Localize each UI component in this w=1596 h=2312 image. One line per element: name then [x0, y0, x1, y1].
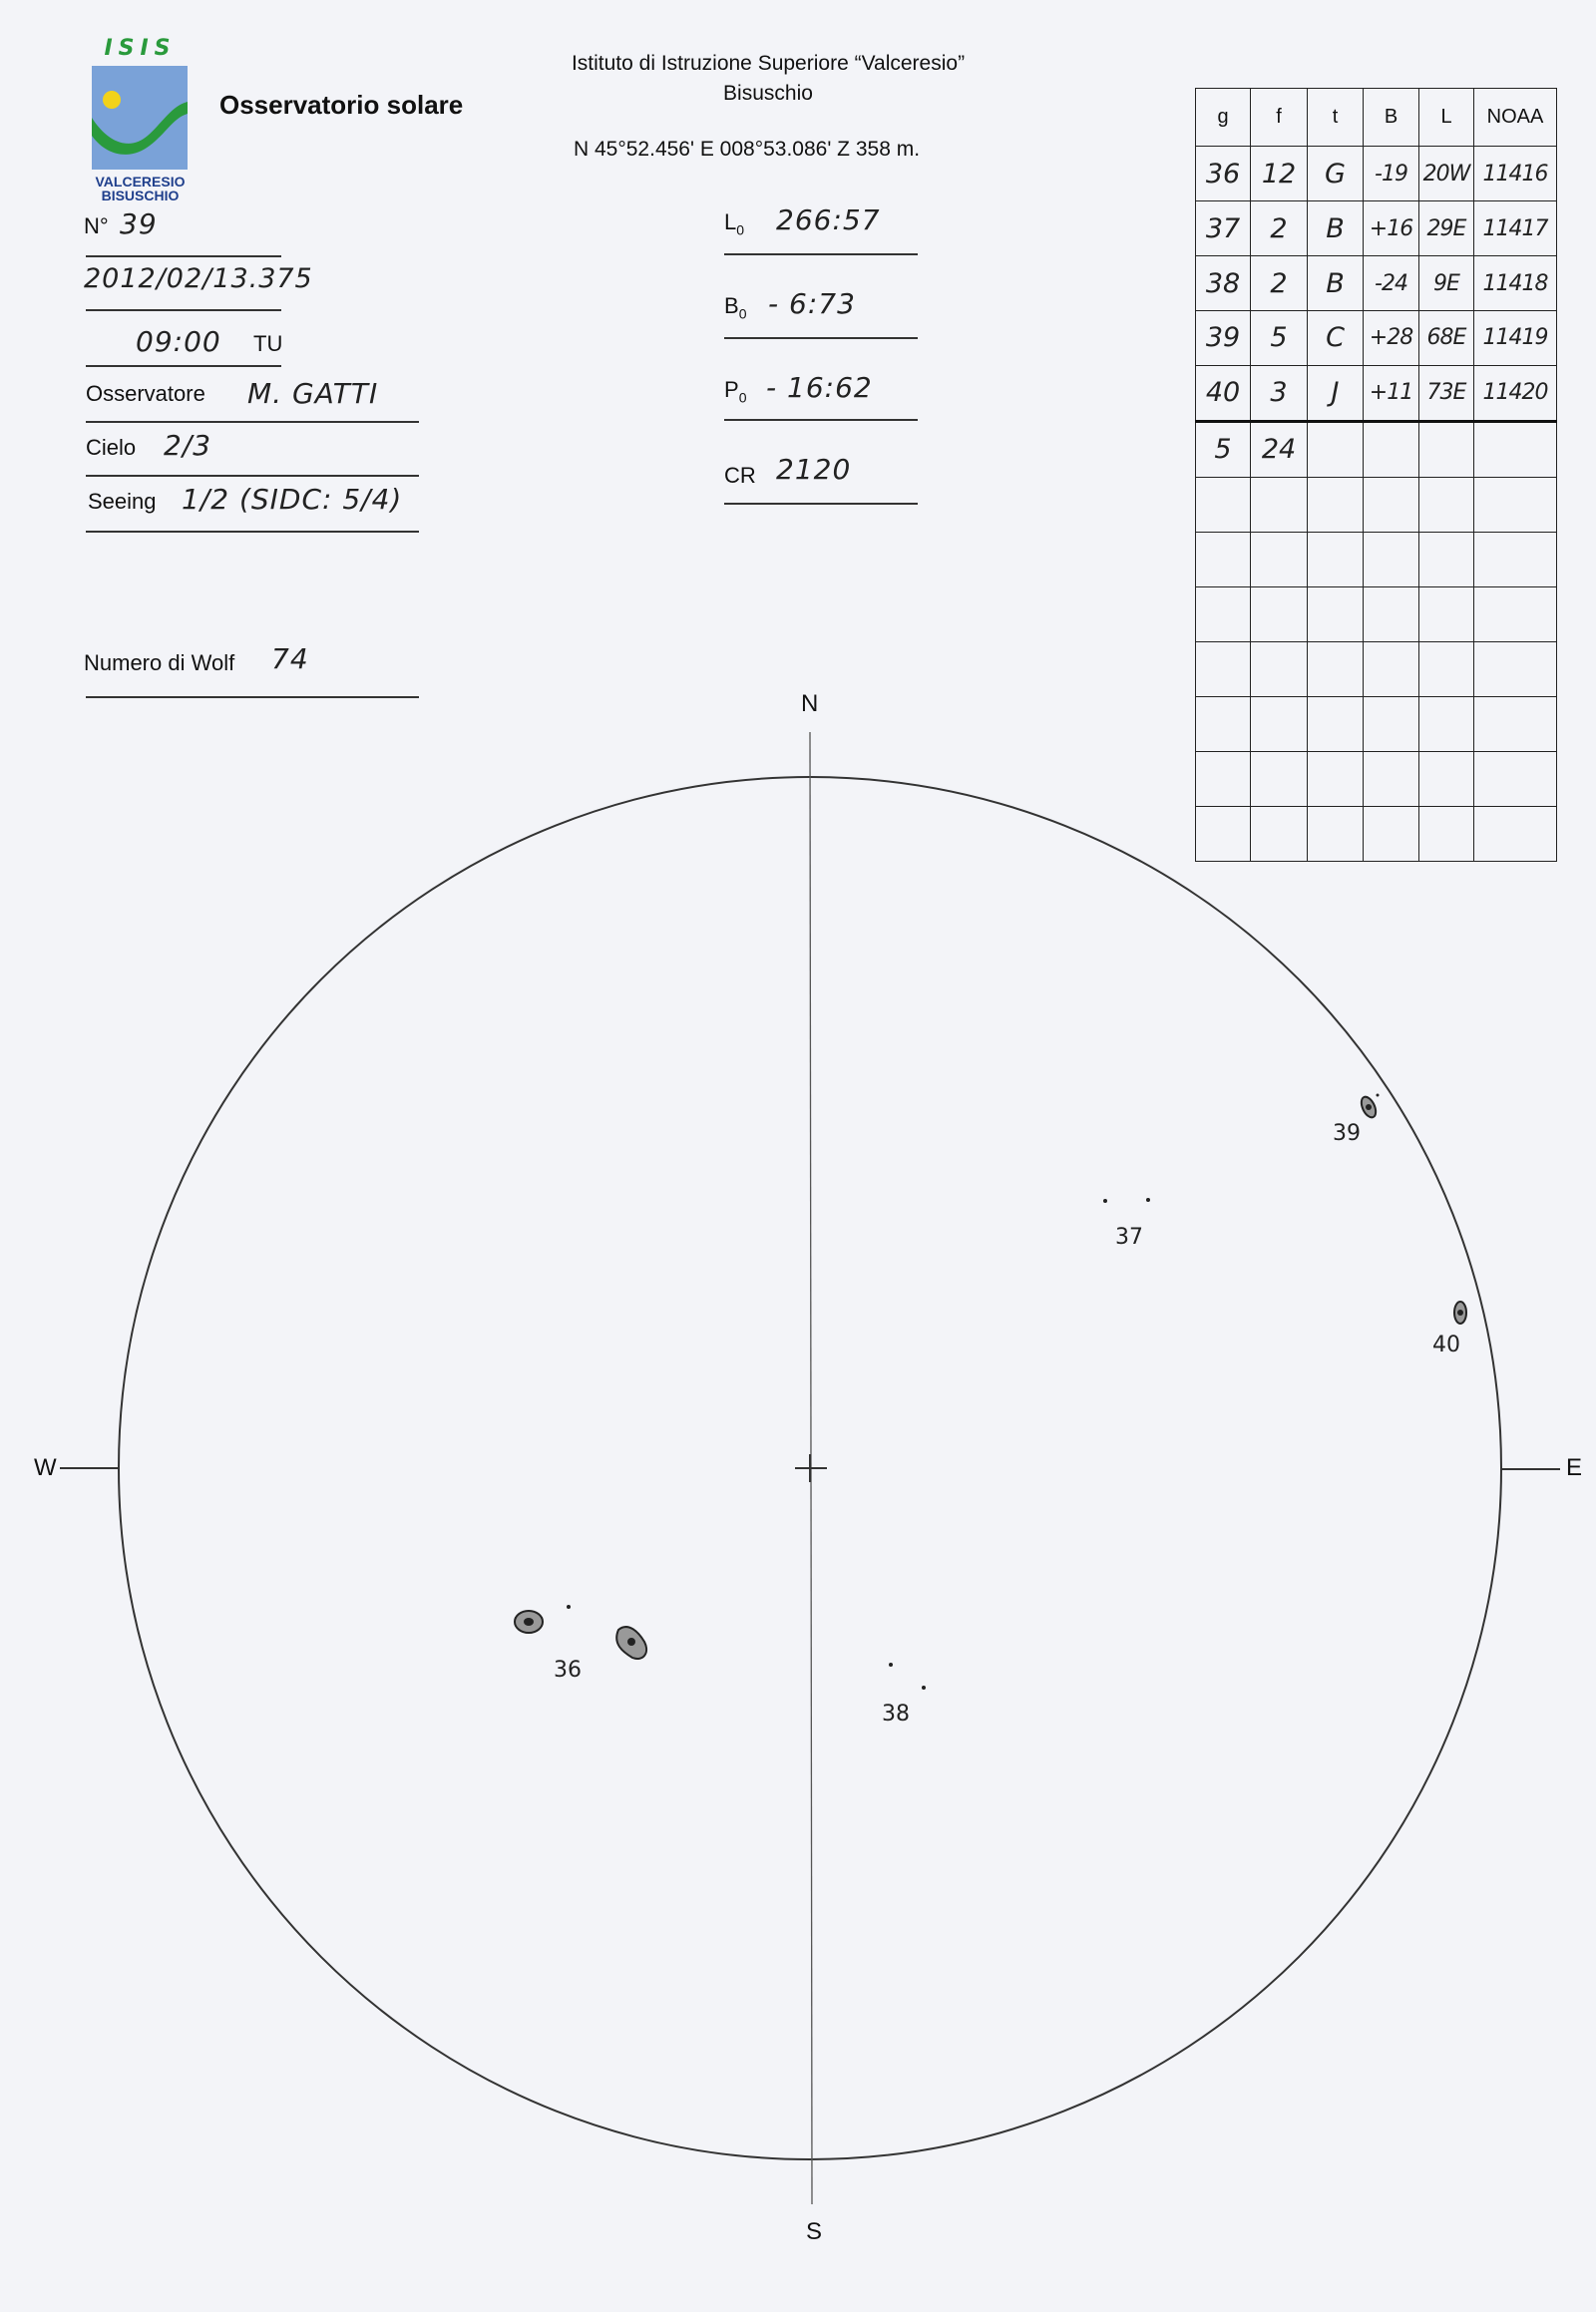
- group-label-39: 39: [1333, 1121, 1361, 1146]
- south-label: S: [806, 2218, 823, 2245]
- p0-subscript: 0: [738, 389, 747, 406]
- b0-letter: B: [724, 293, 739, 318]
- number-label: N°: [84, 213, 109, 238]
- observatory-title: Osservatorio solare: [219, 90, 464, 120]
- wolf-number-value: 74: [271, 642, 309, 675]
- l0-value: 266:57: [776, 203, 881, 236]
- cell-t: C: [1308, 311, 1364, 366]
- logo-subtitle-1: VALCERESIO: [95, 174, 186, 190]
- cell-f: 2: [1251, 256, 1308, 311]
- east-label: E: [1566, 1454, 1583, 1481]
- observatory-coordinates: N 45°52.456' E 008°53.086' Z 358 m.: [574, 138, 921, 161]
- cell-t: J: [1308, 365, 1364, 421]
- date-value: 2012/02/13.375: [84, 263, 313, 294]
- cell-l: 73E: [1419, 365, 1474, 421]
- cell-t: B: [1308, 201, 1364, 256]
- cell-f: 2: [1251, 201, 1308, 256]
- group-label-36: 36: [554, 1658, 582, 1683]
- header-t: t: [1308, 89, 1364, 147]
- p0-letter: P: [724, 377, 739, 402]
- cell-b: +28: [1364, 311, 1419, 366]
- cell-noaa: 11418: [1474, 256, 1557, 311]
- cell-l: 20W: [1419, 147, 1474, 201]
- l0-letter: L: [724, 209, 737, 234]
- sunspot-group-39: [1359, 1094, 1380, 1120]
- sunspot-group-37: [1103, 1198, 1150, 1203]
- cell-b: +16: [1364, 201, 1419, 256]
- cell-f: 5: [1251, 311, 1308, 366]
- logo-subtitle-2: BISUSCHIO: [101, 188, 180, 203]
- sky-value: 2/3: [164, 429, 212, 462]
- sunspot-group-40: [1454, 1302, 1466, 1324]
- b0-value: - 6:73: [768, 287, 856, 320]
- cell-b: -19: [1364, 147, 1419, 201]
- header-b: B: [1364, 89, 1419, 147]
- cell-g: 36: [1196, 147, 1251, 201]
- header-g: g: [1196, 89, 1251, 147]
- observer-label: Osservatore: [86, 381, 205, 406]
- group-label-40: 40: [1432, 1333, 1460, 1357]
- header-noaa: NOAA: [1474, 89, 1557, 147]
- cell-noaa: 11420: [1474, 365, 1557, 421]
- institute-name: Istituto di Istruzione Superiore “Valceresio”: [571, 52, 966, 75]
- cr-value: 2120: [776, 453, 852, 486]
- time-unit: TU: [253, 331, 283, 356]
- p0-value: - 16:62: [766, 371, 873, 404]
- number-value: 39: [120, 207, 158, 240]
- group-label-38: 38: [882, 1702, 910, 1727]
- north-label: N: [801, 690, 819, 717]
- cell-g: 40: [1196, 365, 1251, 421]
- cell-noaa: 11417: [1474, 201, 1557, 256]
- institute-place: Bisuschio: [723, 82, 813, 105]
- cell-l: 68E: [1419, 311, 1474, 366]
- total-spots: 24: [1251, 421, 1308, 477]
- seeing-value: 1/2 (SIDC: 5/4): [182, 483, 403, 516]
- cell-f: 3: [1251, 365, 1308, 421]
- sunspot-group-36: [515, 1605, 646, 1659]
- sunspot-group-38: [889, 1663, 926, 1690]
- l0-subscript: 0: [736, 221, 745, 238]
- west-label: W: [34, 1454, 57, 1481]
- cell-noaa: 11416: [1474, 147, 1557, 201]
- sky-label: Cielo: [86, 435, 137, 460]
- cell-l: 29E: [1419, 201, 1474, 256]
- cell-l: 9E: [1419, 256, 1474, 311]
- cr-label: CR: [724, 463, 756, 488]
- b0-subscript: 0: [738, 305, 747, 322]
- cell-noaa: 11419: [1474, 311, 1557, 366]
- wolf-number-label: Numero di Wolf: [84, 650, 235, 675]
- cell-g: 38: [1196, 256, 1251, 311]
- seeing-label: Seeing: [88, 489, 157, 514]
- group-label-37: 37: [1115, 1225, 1143, 1250]
- cell-f: 12: [1251, 147, 1308, 201]
- observer-value: M. GATTI: [247, 377, 379, 410]
- total-groups: 5: [1196, 421, 1251, 477]
- header-l: L: [1419, 89, 1474, 147]
- logo-isis-text: ISIS: [104, 36, 177, 61]
- cell-b: -24: [1364, 256, 1419, 311]
- header-f: f: [1251, 89, 1308, 147]
- cell-b: +11: [1364, 365, 1419, 421]
- cell-g: 37: [1196, 201, 1251, 256]
- cell-t: B: [1308, 256, 1364, 311]
- cell-g: 39: [1196, 311, 1251, 366]
- cell-t: G: [1308, 147, 1364, 201]
- time-value: 09:00: [136, 325, 221, 358]
